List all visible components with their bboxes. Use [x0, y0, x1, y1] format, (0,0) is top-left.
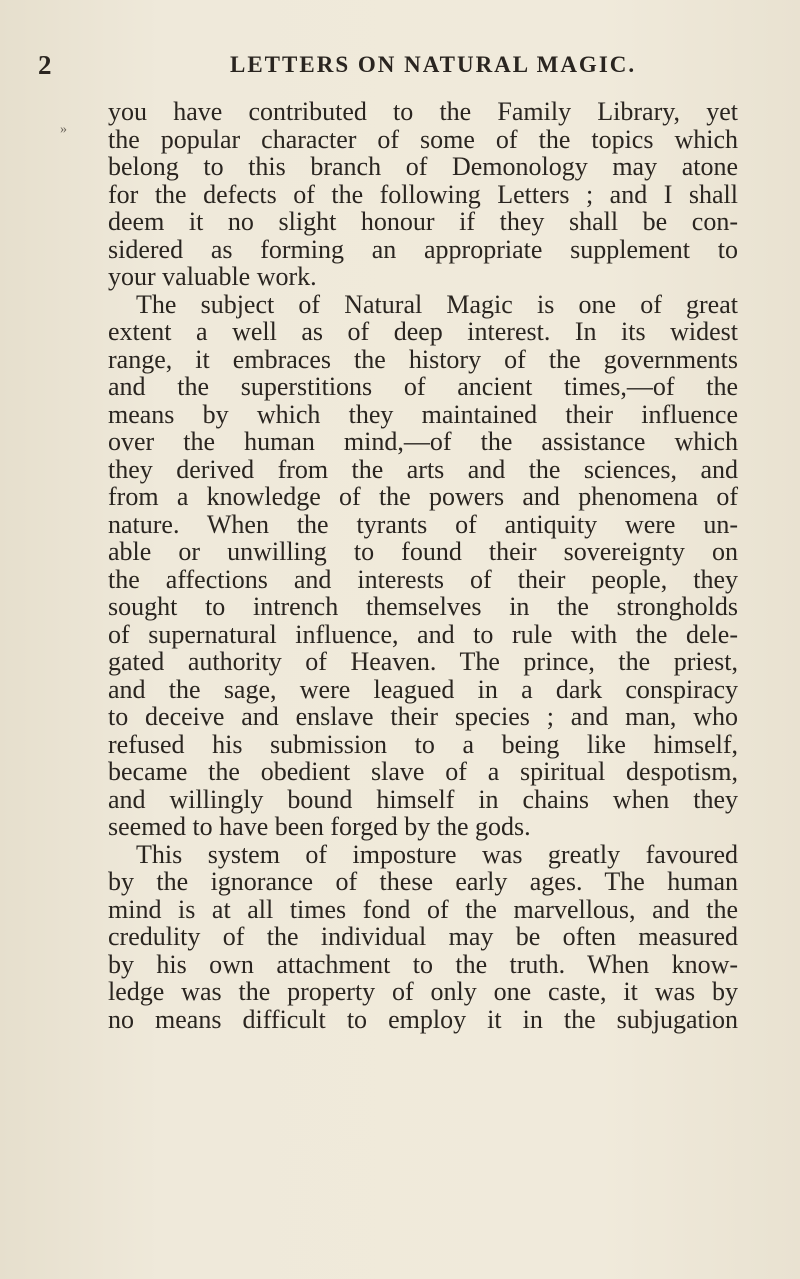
text-line: able or unwilling to found their sovereignty on — [108, 537, 738, 566]
text-line: and the superstitions of ancient times,—of the — [108, 372, 738, 401]
text-line: seemed to have been forged by the gods. — [108, 812, 531, 841]
text-line: gated authority of Heaven. The prince, the priest, — [108, 647, 738, 676]
text-line: the popular character of some of the topics which — [108, 124, 738, 154]
text-line: to deceive and enslave their species ; and man, who — [108, 702, 738, 731]
text-line: of supernatural influence, and to rule with the dele- — [108, 619, 738, 649]
text-line: extent a well as of deep interest. In its widest — [108, 317, 738, 346]
text-line: you have contributed to the Family Library, yet — [108, 97, 738, 126]
text-line: over the human mind,—of the assistance which — [108, 427, 738, 456]
text-line: they derived from the arts and the sciences, and — [108, 454, 738, 484]
paragraph-start: This system of imposture was greatly favoured — [136, 839, 738, 869]
text-line: the affections and interests of their people, they — [108, 564, 738, 594]
text-line: sidered as forming an appropriate supplement to — [108, 234, 738, 264]
text-line: credulity of the individual may be often measured — [108, 922, 738, 951]
text-line: for the defects of the following Letters ; and I shall — [108, 179, 738, 209]
margin-mark: » — [60, 122, 67, 137]
text-line: by his own attachment to the truth. When know- — [108, 949, 738, 979]
text-line: and the sage, were leagued in a dark conspiracy — [108, 674, 738, 704]
text-line: and willingly bound himself in chains when they — [108, 784, 738, 814]
text-line: became the obedient slave of a spiritual despotism, — [108, 757, 738, 786]
text-line: range, it embraces the history of the governments — [108, 344, 738, 374]
page-header — [38, 50, 760, 90]
paragraph-start: The subject of Natural Magic is one of great — [136, 289, 738, 319]
text-line: means by which they maintained their influence — [108, 399, 738, 429]
page-number: 2 — [38, 50, 52, 80]
text-line: your valuable work. — [108, 262, 317, 291]
body-text — [108, 98, 738, 1033]
text-line: by the ignorance of these early ages. The human — [108, 867, 738, 896]
text-line: nature. When the tyrants of antiquity were un- — [108, 509, 738, 539]
text-line: refused his submission to a being like himself, — [108, 729, 738, 759]
text-line: no means difficult to employ it in the subjugation — [108, 1004, 738, 1034]
text-line: ledge was the property of only one caste, it was by — [108, 977, 738, 1006]
text-line: belong to this branch of Demonology may atone — [108, 152, 738, 181]
running-head: LETTERS ON NATURAL MAGIC. — [230, 52, 637, 77]
text-line: mind is at all times fond of the marvellous, and the — [108, 894, 738, 924]
text-line: deem it no slight honour if they shall be con- — [108, 207, 738, 236]
text-line: from a knowledge of the powers and phenomena of — [108, 482, 738, 511]
text-line: sought to intrench themselves in the strongholds — [108, 592, 738, 621]
